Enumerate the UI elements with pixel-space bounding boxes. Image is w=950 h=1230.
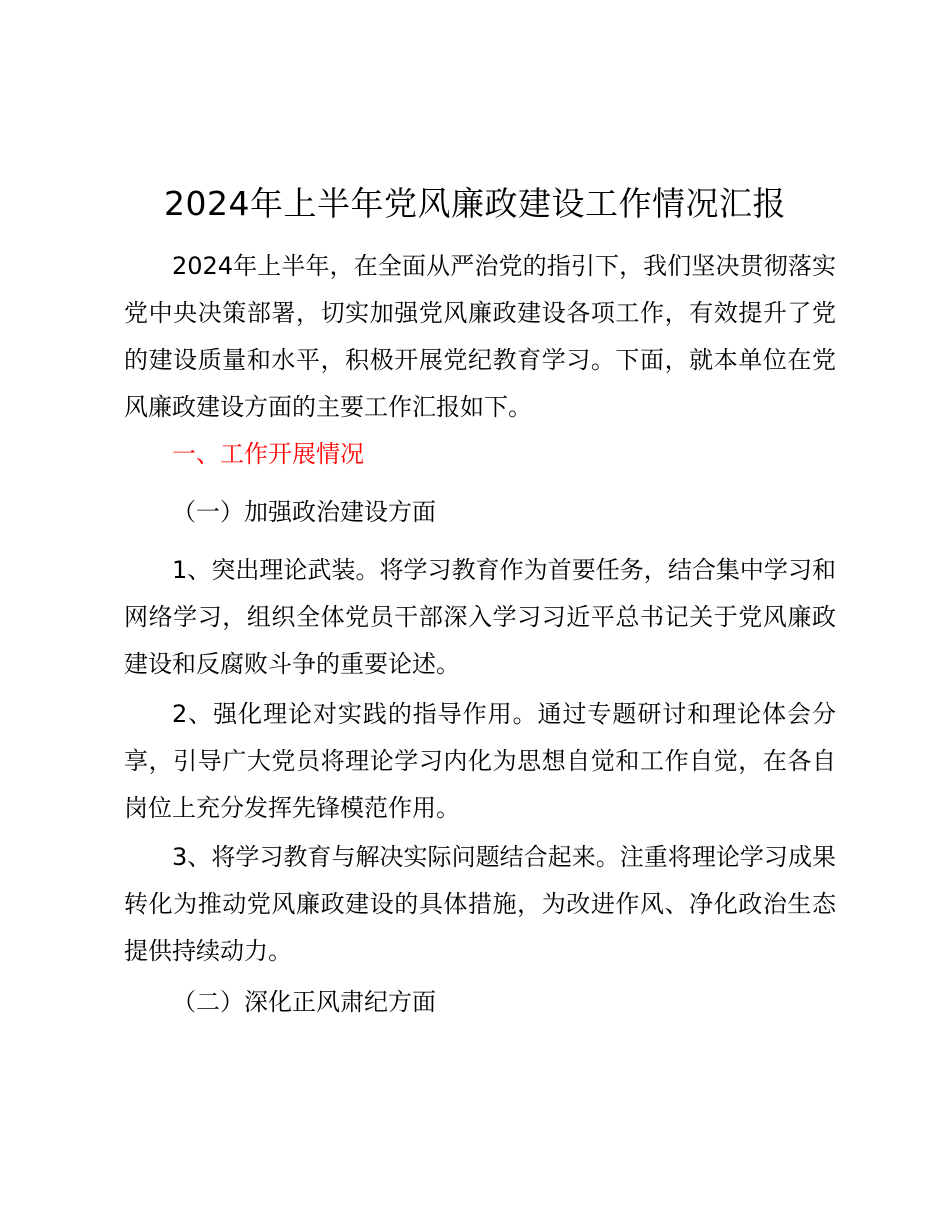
intro-paragraph: 2024年上半年，在全面从严治党的指引下，我们坚决贯彻落实党中央决策部署，切实加强党风廉政建设各项工作，有效提升了党的建设质量和水平，积极开展党纪教育学习。下面，就本单位在党风廉政建设方面的主要工作汇报如下。 [124, 252, 836, 421]
list-item-1: 1、突出理论武装。将学习教育作为首要任务，结合集中学习和网络学习，组织全体党员干部深入学习习近平总书记关于党风廉政建设和反腐败斗争的重要论述。 [124, 556, 836, 678]
list-item-3: 3、将学习教育与解决实际问题结合起来。注重将理论学习成果转化为推动党风廉政建设的具体措施，为改进作风、净化政治生态提供持续动力。 [124, 843, 836, 965]
list-item-2: 2、强化理论对实践的指导作用。通过专题研讨和理论体会分享，引导广大党员将理论学习内化为思想自觉和工作自觉，在各自岗位上充分发挥先锋模范作用。 [124, 700, 836, 822]
subsection-heading-discipline: （二）深化正风肃纪方面 [172, 988, 436, 1016]
section-heading-work-status: 一、工作开展情况 [172, 440, 364, 468]
subsection-heading-political-construction: （一）加强政治建设方面 [172, 498, 436, 526]
document-title: 2024年上半年党风廉政建设工作情况汇报 [164, 184, 786, 223]
